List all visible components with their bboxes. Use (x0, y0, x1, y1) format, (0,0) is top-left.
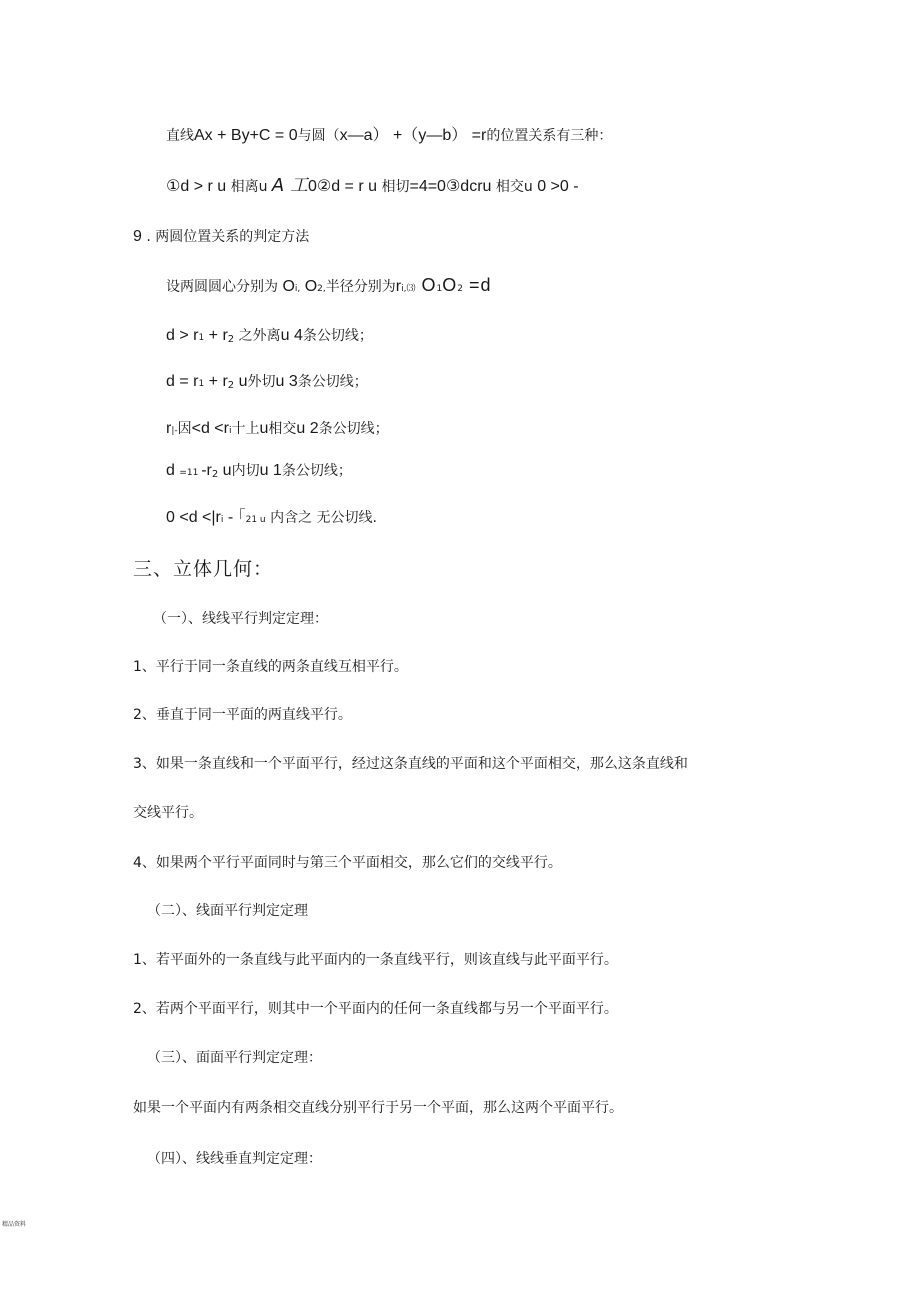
paragraph-2: 2、垂直于同一平面的两直线平行。 (133, 707, 352, 723)
text: 之外离 (234, 328, 281, 344)
equation: O (442, 275, 458, 295)
external-tangent-line (166, 373, 368, 395)
text: 半径分别为 (325, 279, 396, 295)
equation: u 4 (280, 327, 303, 344)
equation: 0 >0 - (537, 178, 579, 195)
contained-line (166, 509, 377, 529)
equation: r (395, 278, 402, 295)
intersecting-line (166, 420, 389, 440)
subscript: 1 (436, 284, 443, 294)
equation: u 2 (296, 420, 319, 437)
paragraph-7: 如果一个平面内有两条相交直线分别平行于另一个平面，那么这两个平面平行。 (133, 1100, 623, 1116)
text: 外切 (247, 374, 276, 390)
text: 相交 (268, 421, 297, 437)
text: 条公切线； (297, 374, 368, 390)
text: 直线 (166, 128, 194, 144)
external-separate-line (166, 327, 373, 349)
case-1: ①d > r u (166, 178, 231, 195)
subscript: 21 u (245, 515, 266, 525)
subscript: 2 (227, 380, 235, 391)
subscript: |- (171, 426, 178, 436)
equation: u (234, 373, 248, 390)
equation: + r (204, 373, 228, 390)
subscript: 1 (198, 333, 205, 343)
equation: u (259, 420, 269, 437)
three-cases-line (166, 177, 579, 196)
subscript: i (220, 515, 224, 525)
subsection-heading-2: （二）、线面平行判定定理 (147, 903, 308, 919)
subscript: 1 (198, 379, 205, 389)
paragraph-4: 4、如果两个平行平面同时与第三个平面相交，那么它们的交线平行。 (133, 855, 562, 871)
garbled-symbol: A 工 (271, 175, 308, 196)
text: 条公切线； (281, 463, 352, 479)
text: 与圆（ (297, 128, 340, 144)
text: 设两圆圆心分别为 (166, 279, 283, 295)
subsection-heading-3: （三）、面面平行判定定理： (147, 1050, 322, 1066)
text: 条公切线； (318, 421, 389, 437)
equation: =d (462, 275, 492, 295)
equation: 0 <d <|r (166, 509, 221, 526)
subscript: =11 (179, 468, 202, 478)
equation: d = r (166, 373, 199, 390)
section-heading-solid-geometry: 三、立体几何： (133, 558, 274, 580)
subscript: i (228, 426, 232, 436)
equation: +（ (388, 127, 419, 144)
text: 相切 (381, 179, 410, 195)
equation: O (282, 278, 295, 295)
equation: -r (201, 462, 212, 479)
subsection-heading-1: （一）、线线平行判定定理： (153, 611, 328, 627)
section-number: 9 (133, 228, 142, 245)
subscript: 2, (317, 284, 326, 294)
two-circles-setup-line (166, 276, 492, 298)
equation: d (166, 462, 180, 479)
internal-tangent-line (166, 462, 352, 484)
subsection-heading-4: （四）、线线垂直判定定理： (147, 1151, 322, 1167)
subscript: i,⑶ (401, 284, 416, 294)
text: 因 (177, 421, 192, 437)
equation: <d <r (191, 420, 229, 437)
paragraph-3-line-2: 交线平行。 (133, 805, 203, 821)
equation: - ｢ (223, 509, 246, 526)
equation: u 3 (275, 373, 298, 390)
equation: d > r (166, 327, 199, 344)
section-9-heading (133, 228, 309, 246)
text: 条公切线； (302, 328, 373, 344)
circle-line-relation-line (166, 127, 612, 145)
subscript: i, (294, 284, 301, 294)
footer-label: 精品资料 (2, 1221, 27, 1228)
equation: =r (467, 127, 487, 144)
text: 十上 (231, 421, 260, 437)
paragraph-1: 1、平行于同一条直线的两条直线互相平行。 (133, 659, 408, 675)
equation: u (218, 462, 232, 479)
text: 内切 (231, 463, 260, 479)
equation: r (166, 420, 172, 437)
text: 相离u (230, 179, 272, 195)
subscript: 2 (211, 469, 219, 480)
equation: Ax + By+C = 0 (194, 127, 298, 144)
equation: O (300, 278, 318, 295)
equation: u 1 (259, 462, 282, 479)
case-3: =4=0③dcru (409, 178, 496, 195)
subscript: 2 (227, 334, 235, 345)
paragraph-6: 2、若两个平面平行，则其中一个平面内的任何一条直线都与另一个平面平行。 (133, 1001, 618, 1017)
paragraph-5: 1、若平面外的一条直线与此平面内的一条直线平行，则该直线与此平面平行。 (133, 952, 618, 968)
equation: O (415, 275, 437, 295)
case-2: 0②d = r u (307, 178, 382, 195)
equation: x—a） (339, 127, 389, 144)
text: 的位置关系有三种： (486, 128, 613, 144)
paragraph-3-line-1: 3、如果一条直线和一个平面平行，经过这条直线的平面和这个平面相交，那么这条直线和 (133, 756, 688, 772)
text: 相交u (495, 179, 538, 195)
subscript: 2 (457, 284, 463, 294)
equation: + r (204, 327, 228, 344)
text: 内含之 无公切线. (265, 510, 377, 526)
section-title: . 两圆位置关系的判定方法 (141, 229, 310, 245)
equation: y—b） (418, 127, 468, 144)
